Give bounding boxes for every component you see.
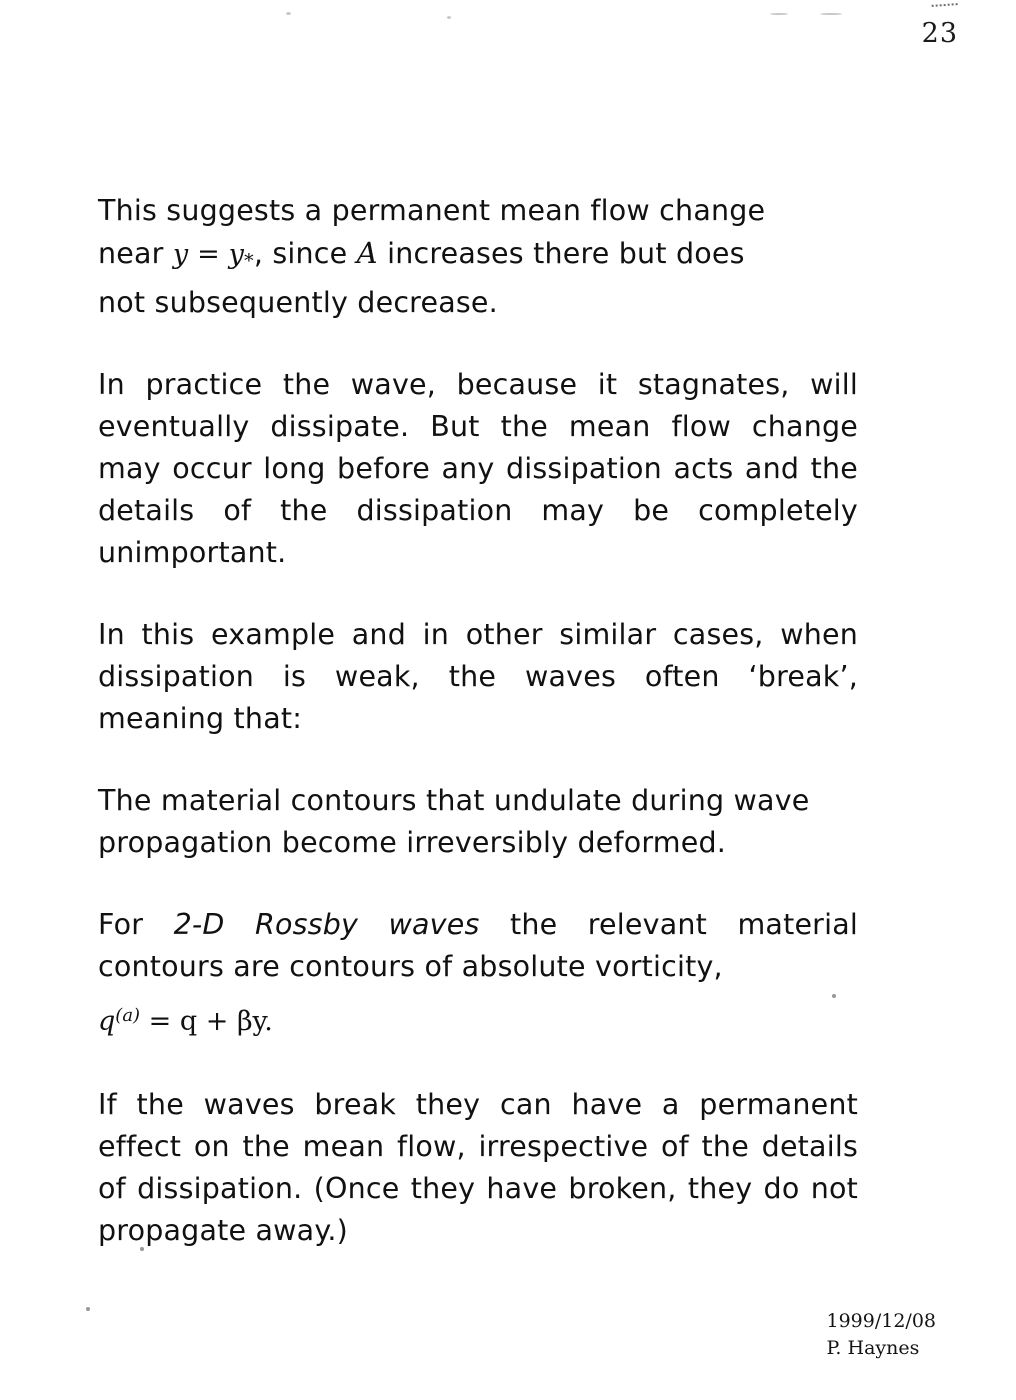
page-number: 23 bbox=[921, 18, 958, 49]
formula-superscript-a: (a) bbox=[115, 1005, 141, 1026]
formula-absolute-vorticity bbox=[98, 994, 858, 1044]
paragraph-2: In practice the wave, because it stagnates, will eventually dissipate. But the mean flow change may occur long before any dissipation acts and the details of the dissipation may be completely unimportant. bbox=[98, 368, 858, 569]
paragraph-1-line-3: not subsequently decrease. bbox=[98, 286, 498, 319]
page-footer bbox=[826, 1308, 936, 1362]
footer-author: P. Haynes bbox=[826, 1337, 920, 1359]
inline-math-y-equals-ystar: $y = y_*$ bbox=[172, 239, 254, 272]
paragraph-1-text-b: , since bbox=[253, 237, 357, 270]
paragraph-5-text-a: For bbox=[98, 908, 174, 941]
scan-speck bbox=[447, 16, 451, 19]
scan-speck bbox=[286, 12, 291, 15]
formula-symbol-q: q bbox=[98, 1006, 116, 1037]
scan-speck bbox=[820, 13, 842, 15]
scan-speck bbox=[770, 13, 788, 15]
inline-math-amplitude-A: A bbox=[356, 236, 378, 270]
formula-remainder: = q + βy. bbox=[140, 1006, 273, 1037]
paragraph-5 bbox=[98, 904, 858, 988]
paragraph-1-text-c: increases there but does bbox=[377, 237, 745, 270]
scan-speck bbox=[86, 1307, 90, 1311]
paragraph-3: In this example and in other similar cases, when dissipation is weak, the waves often ‘break’, meaning that: bbox=[98, 618, 858, 735]
paragraph-6: If the waves break they can have a permanent effect on the mean flow, irrespective of the details of dissipation. (Once they have broken, they do not propagate away.) bbox=[98, 1088, 858, 1247]
paragraph-4: The material contours that undulate during wave propagation become irreversibly deformed. bbox=[98, 784, 810, 859]
paragraph-1-line-1: This suggests a permanent mean flow change bbox=[98, 194, 766, 227]
document-body bbox=[98, 190, 858, 1252]
emphasis-2d-rossby-waves: 2-D Rossby waves bbox=[173, 908, 480, 941]
page-number-tick-mark bbox=[932, 3, 959, 17]
paragraph-1-text-a: near bbox=[98, 237, 173, 270]
footer-date: 1999/12/08 bbox=[826, 1310, 936, 1332]
subscript-star: * bbox=[244, 250, 254, 272]
paragraph-1 bbox=[98, 190, 858, 324]
paragraph-5-text-b: the relevant material contours are contours of absolute vorticity, bbox=[98, 908, 859, 983]
